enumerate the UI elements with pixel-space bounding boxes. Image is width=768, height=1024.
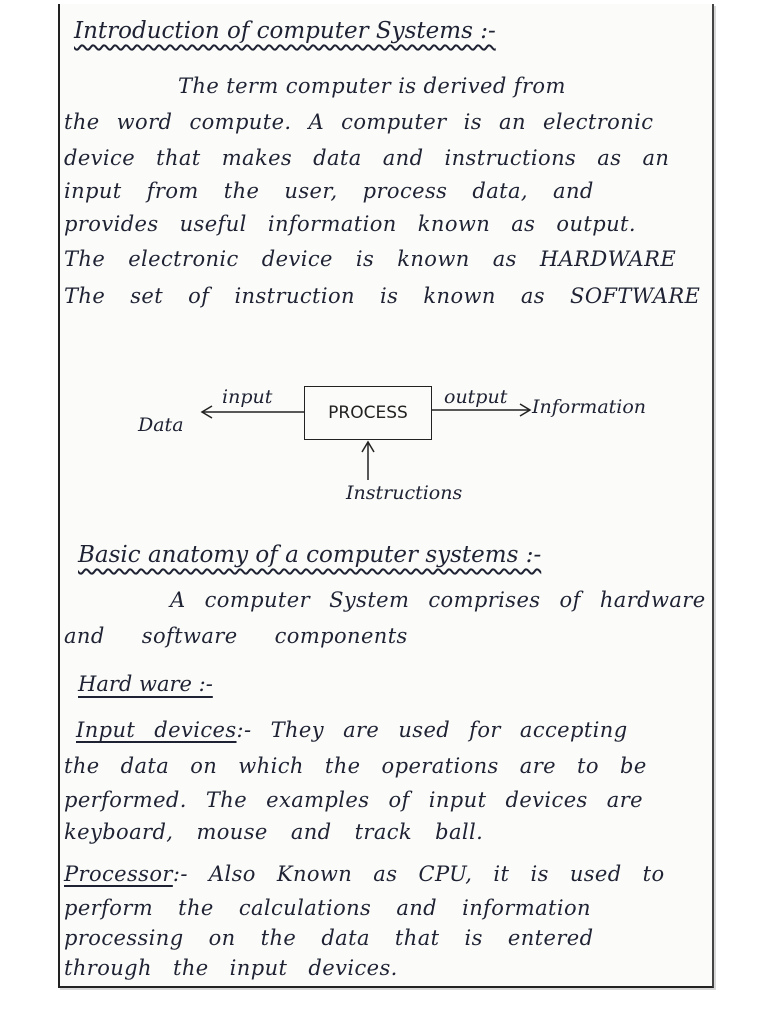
paragraph-line: perform the calculations and information (64, 896, 591, 920)
section-heading-basic-anatomy: Basic anatomy of a computer systems :- (78, 542, 542, 568)
notebook-page (58, 4, 714, 988)
input-devices-line (76, 718, 628, 742)
processor-line (64, 862, 665, 886)
hardware-heading: Hard ware :- (78, 672, 213, 696)
output-label: output (444, 386, 508, 408)
paragraph-line: processing on the data that is entered (64, 926, 594, 950)
paragraph-line: A computer System comprises of hardware (170, 588, 706, 612)
paragraph-line: and software components (64, 624, 408, 648)
paragraph-line: input from the user, process data, and (64, 179, 594, 203)
processor-term: Processor (64, 862, 173, 886)
section-heading-introduction: Introduction of computer Systems :- (74, 18, 496, 44)
paragraph-line: the data on which the operations are to be (64, 754, 647, 778)
paragraph-line: performed. The examples of input devices are (64, 788, 643, 812)
paragraph-line: device that makes data and instructions as an (64, 146, 670, 170)
paragraph-line: The term computer is derived from (178, 74, 566, 98)
process-diagram (60, 374, 712, 514)
paragraph-line: The electronic device is known as HARDWARE (64, 247, 677, 271)
information-label: Information (532, 396, 647, 418)
processor-definition: :- Also Known as CPU, it is used to (172, 862, 665, 886)
data-label: Data (138, 414, 184, 436)
process-box (304, 386, 432, 440)
paragraph-line: provides useful information known as output. (64, 212, 636, 236)
paragraph-line: keyboard, mouse and track ball. (64, 820, 484, 844)
input-devices-definition: :- They are used for accepting (236, 718, 628, 742)
process-box-label: PROCESS (328, 403, 408, 423)
paragraph-line: The set of instruction is known as SOFTWARE (64, 284, 701, 308)
instructions-label: Instructions (346, 482, 463, 504)
input-label: input (222, 386, 273, 408)
paragraph-line: through the input devices. (64, 956, 398, 980)
paragraph-line: the word compute. A computer is an electronic (64, 110, 654, 134)
input-devices-term: Input devices (76, 718, 237, 742)
